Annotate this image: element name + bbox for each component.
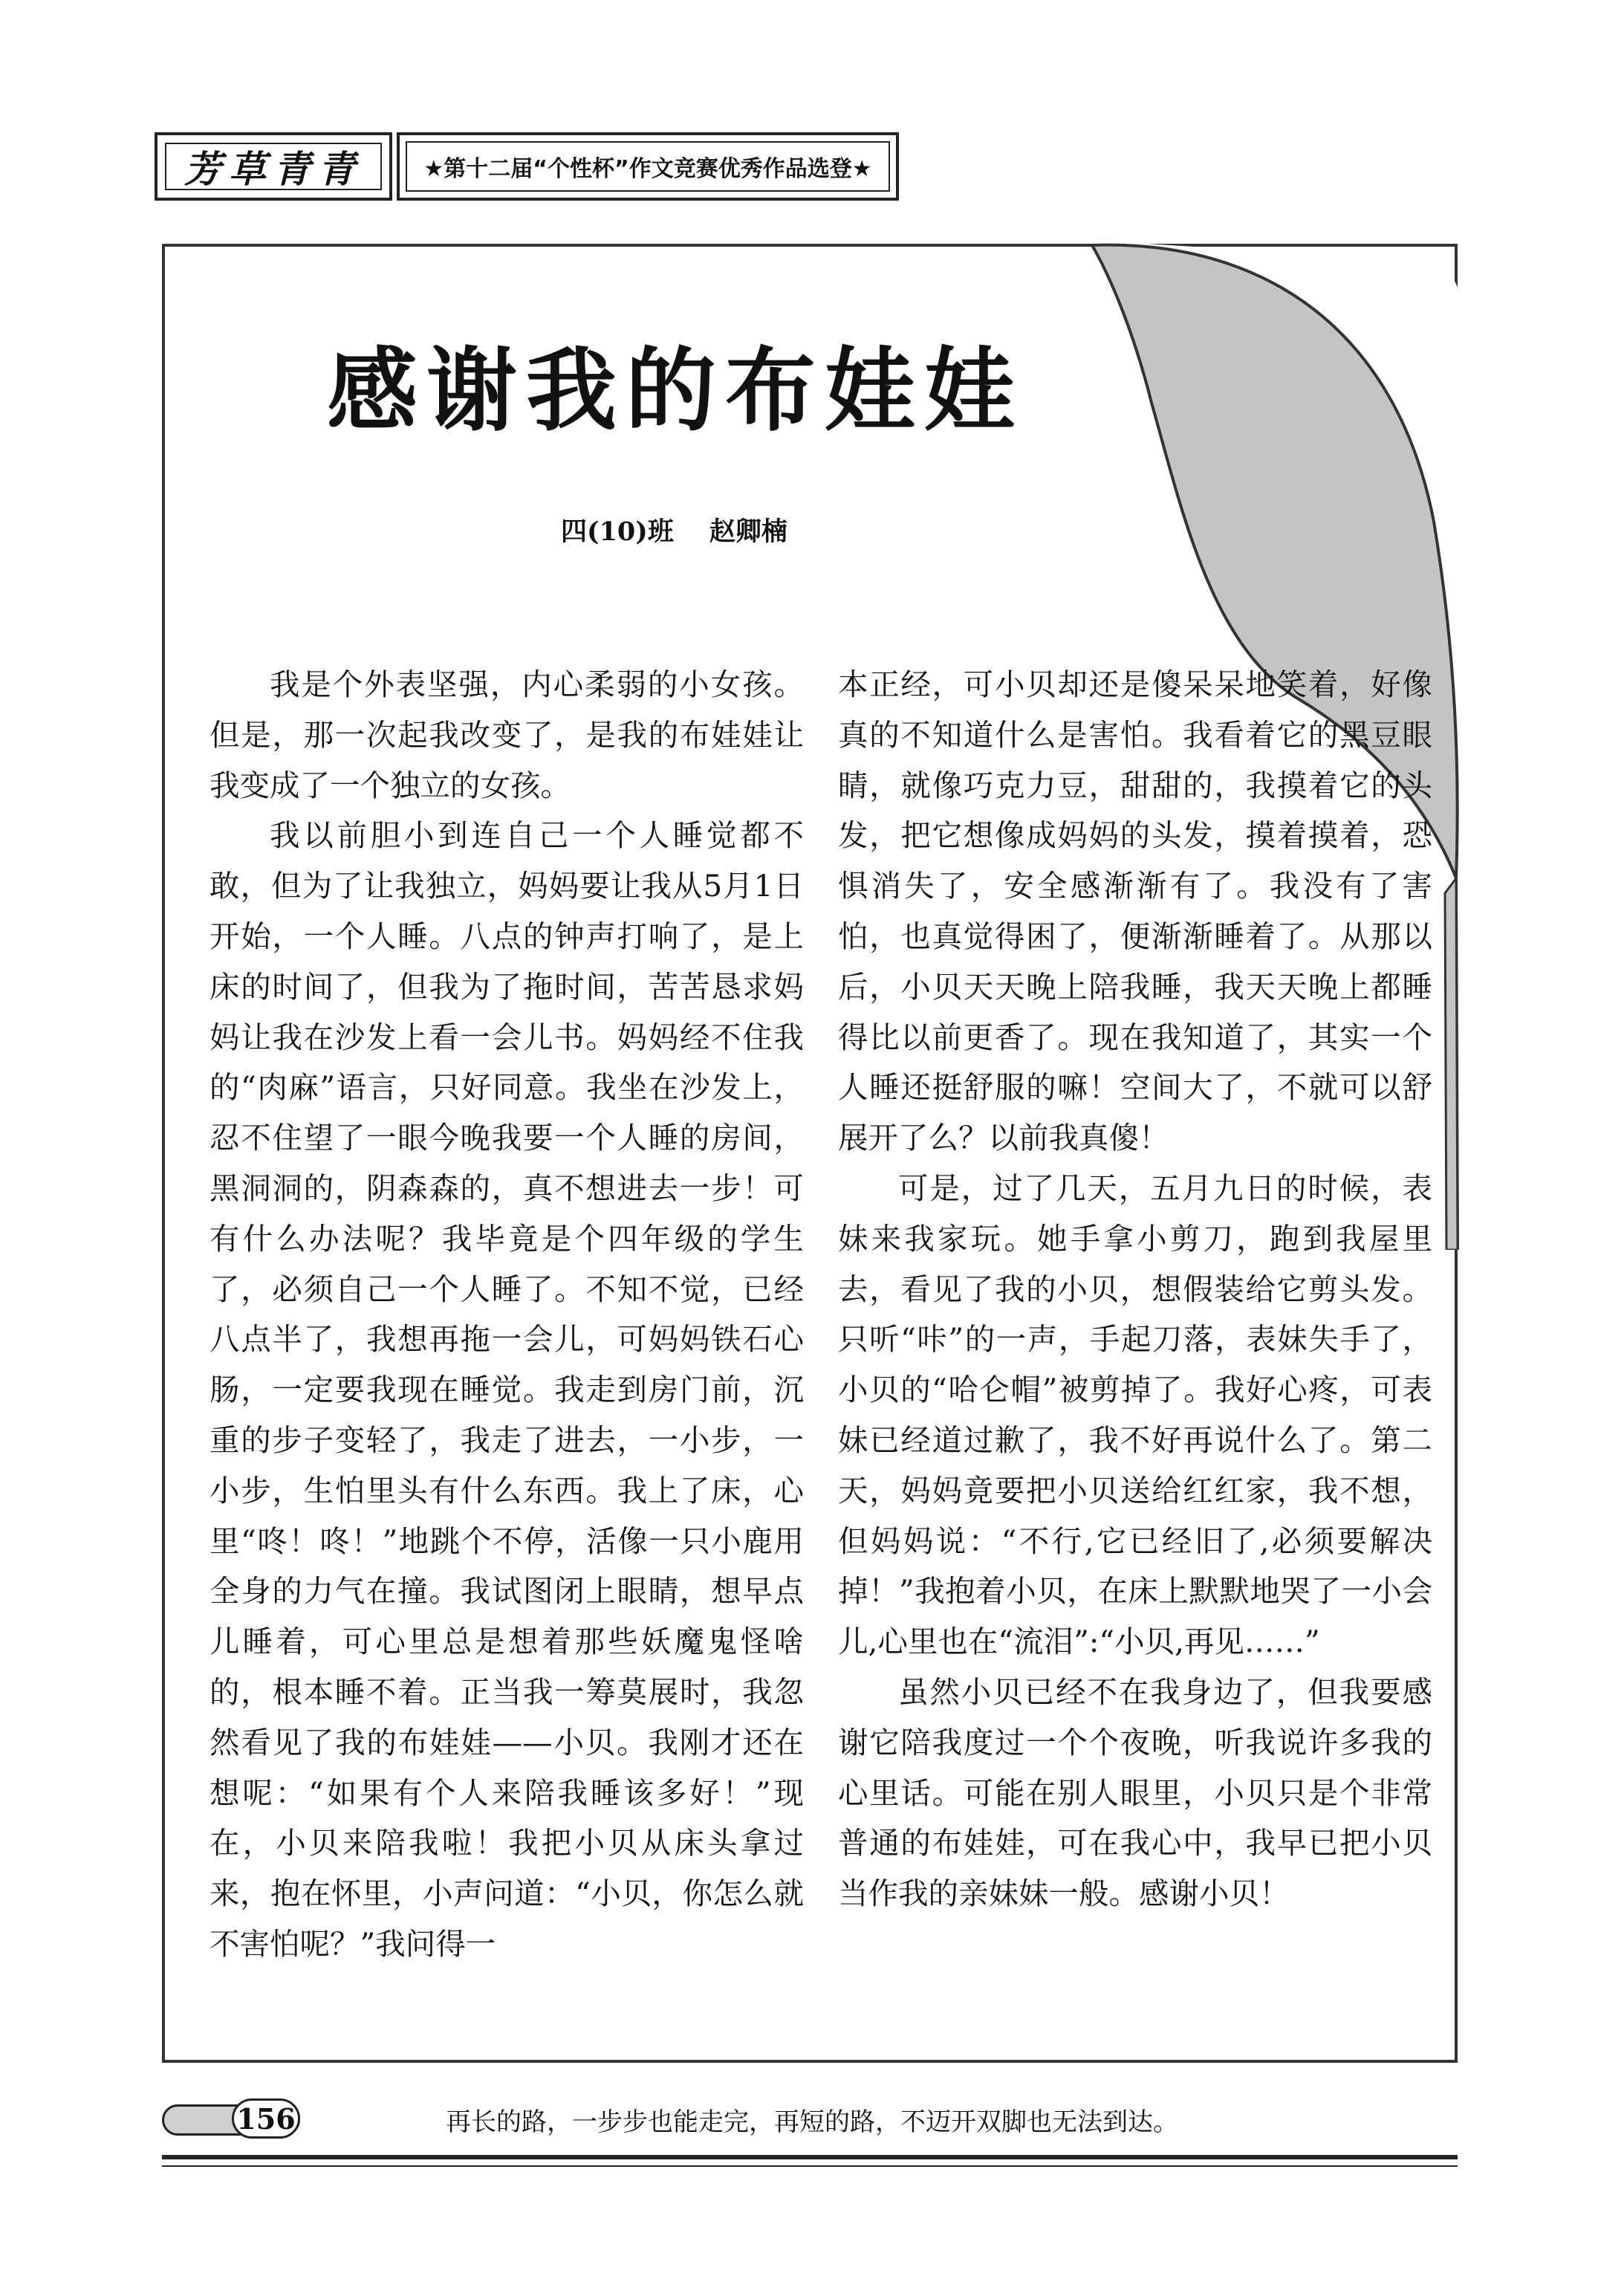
competition-banner: [397, 132, 899, 201]
competition-banner-inner-frame: [406, 141, 890, 192]
byline: [561, 511, 787, 548]
paragraph: 我以前胆小到连自己一个人睡觉都不敢，但为了让我独立，妈妈要让我从5月1日开始，一个人睡。八点的钟声打响了，是上床的时间了，但我为了拖时间，苦苦恳求妈妈让我在沙发上看一会儿书。妈妈经不住我的“肉麻”语言，只好同意。我坐在沙发上，忍不住望了一眼今晚我要一个人睡的房间，黑洞洞的，阴森森的，真不想进去一步！可有什么办法呢？我毕竟是个四年级的学生了，必须自己一个人睡了。不知不觉，已经八点半了，我想再拖一会儿，可妈妈铁石心肠，一定要我现在睡觉。我走到房门前，沉重的步子变轻了，我走了进去，一小步，一小步，生怕里头有什么东西。我上了床，心里“咚！咚！”地跳个不停，活像一只小鹿用全身的力气在撞。我试图闭上眼睛，想早点儿睡着，可心里总是想着那些妖魔鬼怪啥的，根本睡不着。正当我一筹莫展时，我忽然看见了我的布娃娃——小贝。我刚才还在想呢：“如果有个人来陪我睡该多好！”现在，小贝来陪我啦！我把小贝从床头拿过来，抱在怀里，小声问道：“小贝，你怎么就不害怕呢？”我问得一: [210, 817, 804, 1962]
author-name: 赵卿楠: [709, 516, 787, 547]
competition-banner-text: ★第十二届“个性杯”作文竞赛优秀作品选登★: [423, 156, 872, 182]
paragraph: 我是个外表坚强，内心柔弱的小女孩。但是，那一次起我改变了，是我的布娃娃让我变成了一个独立的女孩。: [210, 667, 804, 803]
paragraph: 可是，过了几天，五月九日的时候，表妹来我家玩。她手拿小剪刀，跑到我屋里去，看见了我的小贝，想假装给它剪头发。只听“咔”的一声，手起刀落，表妹失手了，小贝的“哈仑帽”被剪掉了。我好心疼，可表妹已经道过歉了，我不好再说什么了。第二天，妈妈竟要把小贝送给红红家，我不想，但妈妈说：“不行,它已经旧了,必须要解决掉！”我抱着小贝，在床上默默地哭了一小会儿,心里也在“流泪”:“小贝,再见……”: [838, 1170, 1432, 1660]
column-logo: [155, 132, 392, 201]
text-column-right: [838, 660, 1432, 1919]
paragraph: 虽然小贝已经不在我身边了，但我要感谢它陪我度过一个个夜晚，听我说许多我的心里话。可能在别人眼里，小贝只是个非常普通的布娃娃，可在我心中，我早已把小贝当作我的亲妹妹一般。感谢小贝！: [838, 1673, 1432, 1912]
column-logo-text: 芳草青青: [184, 148, 363, 191]
article-title: 感谢我的布娃娃: [327, 337, 1024, 444]
page-number: 156: [232, 2098, 300, 2139]
footer-rule-thick: [162, 2155, 1458, 2159]
footer-motto: 再长的路，一步步也能走完，再短的路，不迈开双脚也无法到达。: [446, 2107, 1178, 2137]
paragraph-continuation: 本正经，可小贝却还是傻呆呆地笑着，好像真的不知道什么是害怕。我看着它的黑豆眼睛，就像巧克力豆，甜甜的，我摸着它的头发，把它想像成妈妈的头发，摸着摸着，恐惧消失了，安全感渐渐有了。我没有了害怕，也真觉得困了，便渐渐睡着了。从那以后，小贝天天晚上陪我睡，我天天晚上都睡得比以前更香了。现在我知道了，其实一个人睡还挺舒服的嘛！空间大了，不就可以舒展开了么？以前我真傻！: [838, 667, 1432, 1156]
column-logo-inner-frame: [165, 143, 382, 190]
author-class: 四(10)班: [561, 516, 674, 547]
text-column-left: [210, 660, 804, 1970]
footer-rule-thin: [162, 2165, 1458, 2167]
